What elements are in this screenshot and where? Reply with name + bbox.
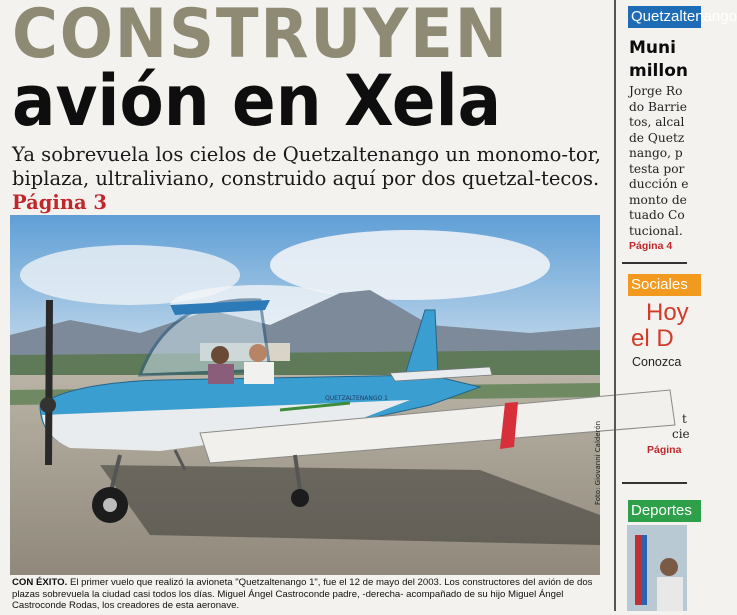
sidebar-lower xyxy=(622,0,692,611)
teaser-1-body-line: Jorge Ro xyxy=(629,84,683,98)
headline-line-2: avión en Xela xyxy=(12,60,502,142)
teaser-1-page-reference[interactable]: Página 4 xyxy=(629,240,673,252)
caption-lead: CON ÉXITO. xyxy=(12,577,68,588)
teaser-2-fragment: cie xyxy=(672,427,690,441)
column-divider xyxy=(614,0,616,611)
teaser-2-title-line-2: el D xyxy=(631,325,674,352)
teaser-1-body-line: testa por xyxy=(629,161,685,176)
teaser-1-body-line: de Quetz xyxy=(629,130,685,145)
lead-page-reference[interactable]: Página 3 xyxy=(12,191,107,214)
lead-paragraph xyxy=(12,143,602,215)
section-tag-quetzaltenango[interactable]: Quetzaltenango xyxy=(628,6,701,28)
teaser-2-fragment: t xyxy=(682,412,687,426)
teaser-1-body-line: do Barrie xyxy=(629,99,687,114)
teaser-1-body-line: monto de xyxy=(629,192,687,207)
teaser-1-body-line: tos, alcal xyxy=(629,115,685,129)
teaser-1-body-line: ducción e xyxy=(629,177,689,191)
caption-text: El primer vuelo que realizó la avioneta "Quetzaltenango 1", fue el 12 de mayo del 2003. Los constructores del avión de dos plazas sobrevuela la ciudad casi todos los días. Miguel Ángel Castroconde padre, -derecha- acompañado de su hijo Miguel Ángel Castroconde Rodas, los creadores de esta aeronave. xyxy=(12,577,593,611)
teaser-2-title xyxy=(631,299,689,352)
airplane-photo xyxy=(10,215,600,575)
teaser-2-page-reference[interactable]: Página xyxy=(647,444,682,456)
section-tag-deportes[interactable]: Deportes xyxy=(628,500,701,522)
sports-teaser-photo xyxy=(627,525,687,611)
teaser-1-body-line: tuado Co xyxy=(629,208,685,222)
photo-credit: Foto: Giovanni Calderón xyxy=(594,420,602,505)
teaser-1-body-line: nango, p xyxy=(629,146,683,160)
headline-line-1: CONSTRUYEN xyxy=(12,0,509,74)
teaser-2-body: Conozca xyxy=(632,355,682,369)
lead-text: Ya sobrevuela los cielos de Quetzaltenango un monomo-tor, biplaza, ultraliviano, construido aquí por dos quetzal-tecos. xyxy=(12,143,601,190)
teaser-2-title-line-1: Hoy xyxy=(646,299,689,326)
sidebar-divider xyxy=(622,482,687,484)
section-tag-sociales[interactable]: Sociales xyxy=(628,274,701,296)
teaser-1-title-line-2: millon xyxy=(629,61,688,81)
teaser-1-body-line: tucional. xyxy=(629,223,683,238)
photo-caption xyxy=(12,577,602,612)
teaser-1-title-line-1: Muni xyxy=(629,38,676,58)
plane-marking-text: QUETZALTENANGO 1 xyxy=(325,395,388,402)
